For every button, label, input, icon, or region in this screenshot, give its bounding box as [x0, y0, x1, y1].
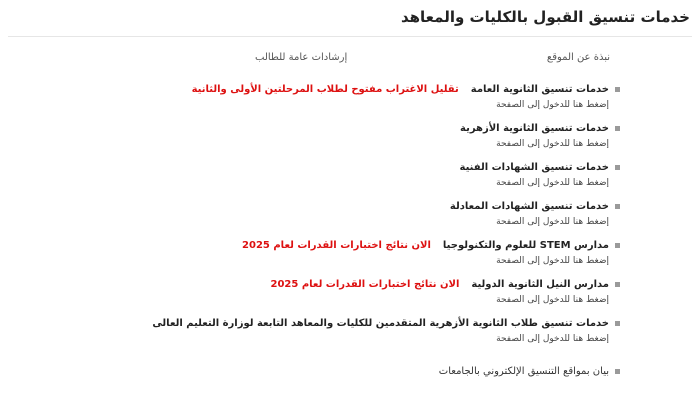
- enter-page-link[interactable]: إضغط هنا للدخول إلى الصفحة: [496, 295, 609, 305]
- enter-page-link[interactable]: إضغط هنا للدخول إلى الصفحة: [496, 217, 609, 227]
- service-link[interactable]: خدمات تنسيق الثانوية الأزهرية: [460, 122, 609, 134]
- service-link[interactable]: خدمات تنسيق الشهادات الفنية: [459, 161, 609, 173]
- enter-page-link[interactable]: إضغط هنا للدخول إلى الصفحة: [496, 100, 609, 110]
- enter-page-link[interactable]: إضغط هنا للدخول إلى الصفحة: [496, 256, 609, 266]
- square-bullet-icon: [615, 243, 620, 248]
- square-bullet-icon: [615, 282, 620, 287]
- enter-page-link[interactable]: إضغط هنا للدخول إلى الصفحة: [496, 334, 609, 344]
- square-bullet-icon: [615, 87, 620, 92]
- service-item-secondary: [10, 80, 620, 119]
- service-link[interactable]: مدارس STEM للعلوم والتكنولوجيا: [442, 239, 609, 251]
- about-site-link[interactable]: نبذة عن الموقع: [546, 52, 610, 63]
- service-notice: تقليل الاغتراب مفتوح لطلاب المرحلتين الأولى والثانية: [191, 83, 459, 95]
- page-title: خدمات تنسيق القبول بالكليات والمعاهد: [400, 8, 690, 26]
- service-notice: الان نتائج اختبارات القدرات لعام 2025: [270, 278, 460, 290]
- service-link[interactable]: مدارس النيل الثانوية الدولية: [471, 278, 609, 290]
- square-bullet-icon: [615, 126, 620, 131]
- enter-page-link[interactable]: إضغط هنا للدخول إلى الصفحة: [496, 178, 609, 188]
- square-bullet-icon: [615, 369, 620, 374]
- service-item-nile: [10, 275, 620, 314]
- enter-page-link[interactable]: إضغط هنا للدخول إلى الصفحة: [496, 139, 609, 149]
- service-item-azhar: [10, 119, 620, 158]
- service-link[interactable]: خدمات تنسيق الشهادات المعادلة: [449, 200, 609, 212]
- square-bullet-icon: [615, 165, 620, 170]
- service-item-azhar-higher-ed: [10, 314, 620, 353]
- service-link[interactable]: خدمات تنسيق الثانوية العامة: [470, 83, 609, 95]
- title-divider: [8, 36, 692, 37]
- service-link[interactable]: خدمات تنسيق طلاب الثانوية الأزهرية المتقدمين للكليات والمعاهد التابعة لوزارة التعليم العالى: [152, 317, 609, 329]
- service-notice: الان نتائج اختبارات القدرات لعام 2025: [242, 239, 431, 251]
- square-bullet-icon: [615, 321, 620, 326]
- service-item-stem: [10, 236, 620, 275]
- universities-statement-link[interactable]: بيان بمواقع التنسيق الإلكتروني بالجامعات: [438, 366, 609, 377]
- universities-statement-item: [439, 366, 620, 377]
- student-guide-link[interactable]: إرشادات عامة للطالب: [255, 52, 348, 63]
- service-item-equivalent: [10, 197, 620, 236]
- square-bullet-icon: [615, 204, 620, 209]
- services-list: [10, 80, 620, 353]
- service-item-technical: [10, 158, 620, 197]
